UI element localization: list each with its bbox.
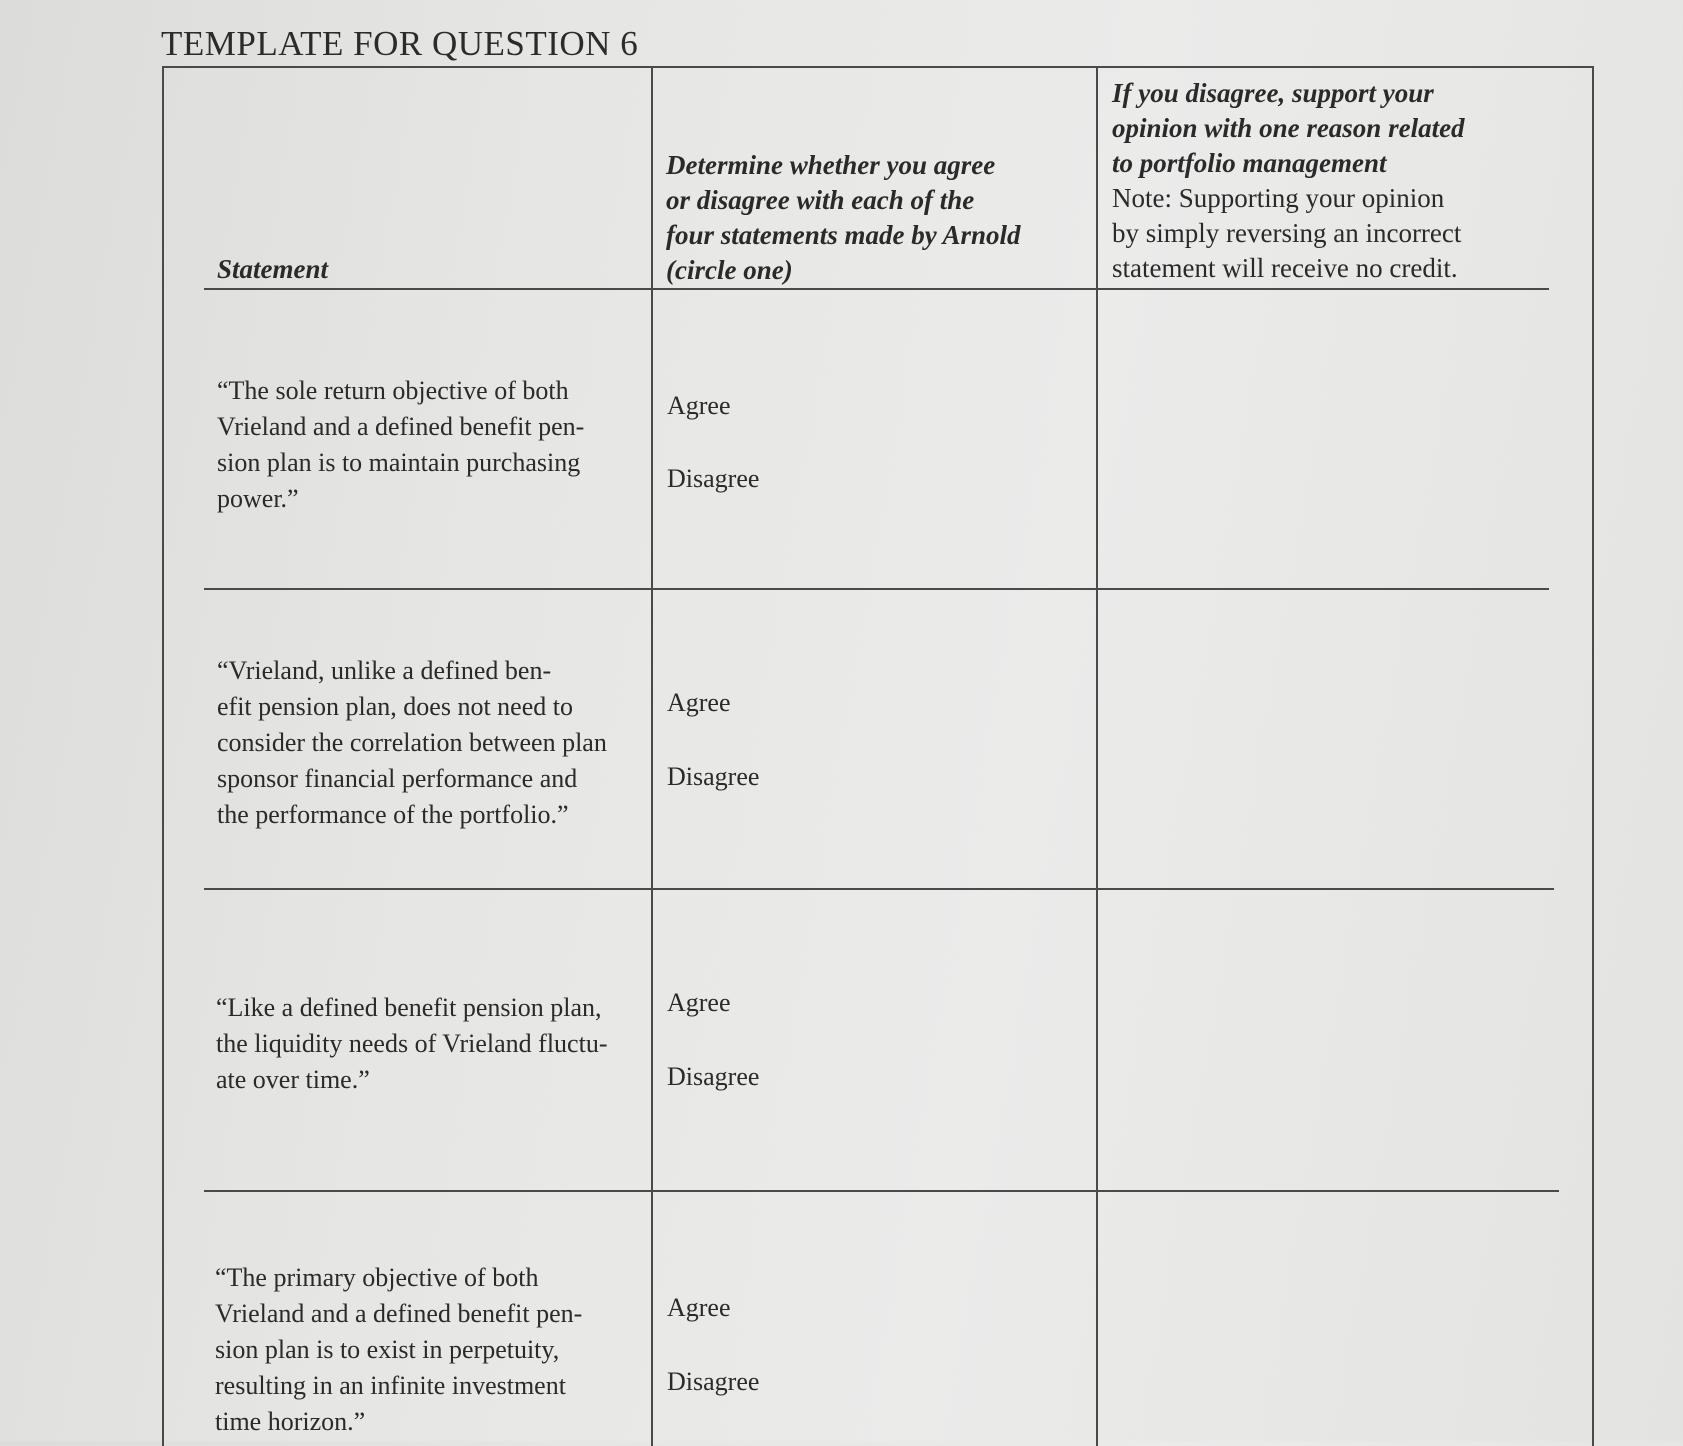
answer-area-2[interactable] <box>1100 592 1555 886</box>
row-divider <box>204 588 1549 590</box>
agree-option[interactable]: Agree <box>667 1293 731 1322</box>
row-divider <box>204 1190 1559 1192</box>
statement-2: “Vrieland, unlike a defined ben- efit pension plan, does not need to consider the correlation between plan sponsor financial performance and the performance of the portfolio.” <box>217 656 607 829</box>
agree-option[interactable]: Agree <box>667 391 731 420</box>
disagree-option[interactable]: Disagree <box>667 1062 760 1091</box>
choice-group-3 <box>667 985 759 1095</box>
row-divider <box>204 888 1554 890</box>
agree-option[interactable]: Agree <box>667 688 731 717</box>
disagree-option[interactable]: Disagree <box>667 1367 760 1396</box>
statement-3: “Like a defined benefit pension plan, the liquidity needs of Vrieland fluctu- ate over time.” <box>216 993 608 1094</box>
disagree-option[interactable]: Disagree <box>667 464 760 493</box>
column-divider <box>1096 68 1098 1446</box>
choice-group-2 <box>667 685 759 795</box>
question-table <box>162 66 1594 1446</box>
choice-group-1 <box>667 388 759 497</box>
answer-area-1[interactable] <box>1100 292 1555 586</box>
column-divider <box>651 68 653 1446</box>
header-statement: Statement <box>217 254 329 284</box>
answer-area-3[interactable] <box>1100 892 1555 1188</box>
header-note: Note: Supporting your opinion by simply reversing an incorrect statement will receive no credit. <box>1112 183 1462 283</box>
statement-1: “The sole return objective of both Vrieland and a defined benefit pen- sion plan is to maintain purchasing power.” <box>217 376 585 513</box>
header-determine: Determine whether you agree or disagree with each of the four statements made by Arnold (circle one) <box>666 150 1021 285</box>
agree-option[interactable]: Agree <box>667 988 731 1017</box>
statement-4: “The primary objective of both Vrieland and a defined benefit pen- sion plan is to exist in perpetuity, resulting in an infinite investment time horizon.” <box>215 1263 583 1436</box>
choice-group-4 <box>667 1290 759 1400</box>
page-title: TEMPLATE FOR QUESTION 6 <box>161 24 639 63</box>
row-divider <box>204 288 1549 290</box>
answer-area-4[interactable] <box>1100 1194 1555 1444</box>
header-support: If you disagree, support your opinion with one reason related to portfolio management Note: Supporting your opinion by simply reversing an incorrect statement will receive no credit. <box>1112 76 1552 286</box>
disagree-option[interactable]: Disagree <box>667 762 760 791</box>
